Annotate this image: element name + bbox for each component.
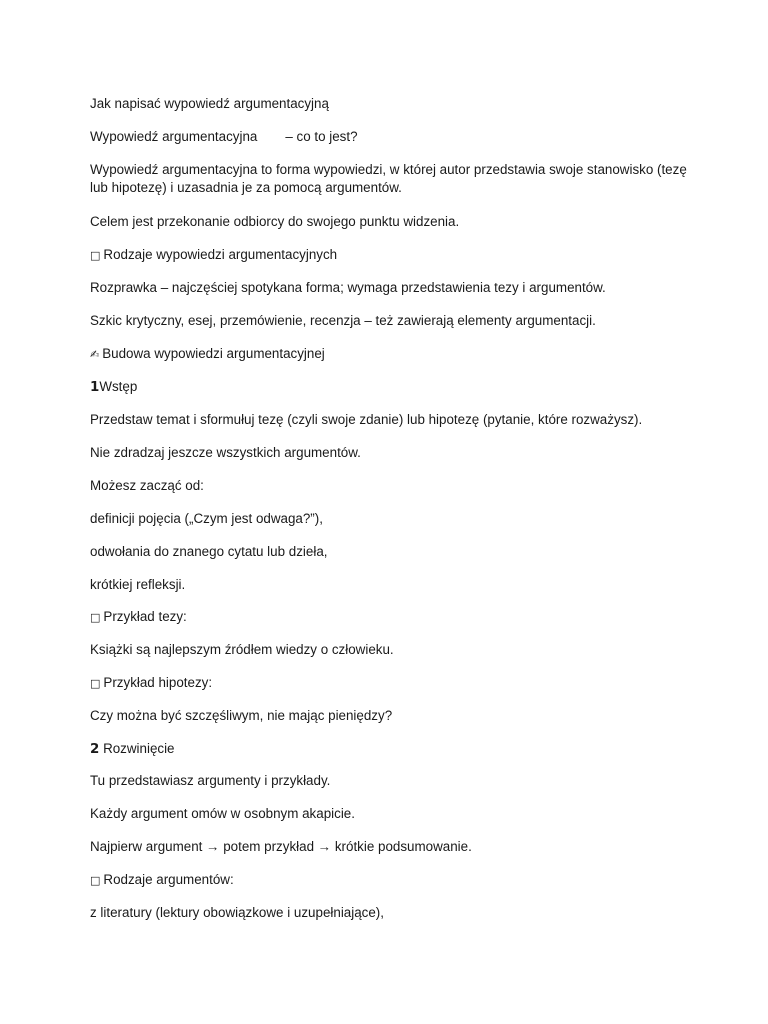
missing-glyph-icon: □ (90, 874, 101, 887)
intro-heading (90, 378, 137, 396)
argument-types-label-text: Rodzaje argumentów: (103, 872, 234, 887)
section-heading-what-is-it (90, 128, 358, 145)
intro-option-1: definicji pojęcia („Czym jest odwaga?”), (90, 511, 323, 526)
intro-paragraph-3: Możesz zacząć od: (90, 478, 204, 493)
heading-left-text: Wypowiedź argumentacyjna (90, 129, 258, 144)
heading-right-text: – co to jest? (285, 129, 358, 144)
thesis-example-label (90, 608, 187, 626)
structure-heading (90, 345, 325, 363)
intro-option-2: odwołania do znanego cytatu lub dzieła, (90, 544, 328, 559)
missing-glyph-icon: □ (90, 611, 101, 624)
missing-glyph-icon: □ (90, 249, 101, 262)
missing-glyph-icon: □ (90, 677, 101, 690)
hypothesis-example: Czy można być szczęśliwym, nie mając pieniędzy? (90, 708, 393, 723)
hypothesis-example-label-text: Przykład hipotezy: (103, 675, 213, 690)
body-paragraph-3: Najpierw argument → potem przykład → krótkie podsumowanie. (90, 839, 472, 854)
type-rozprawka: Rozprawka – najczęściej spotykana forma; wymaga przedstawienia tezy i argumentów. (90, 280, 606, 295)
number-one-icon: 1 (90, 380, 100, 395)
thesis-example: Książki są najlepszym źródłem wiedzy o człowieku. (90, 642, 394, 657)
intro-option-3: krótkiej refleksji. (90, 577, 186, 592)
definition-line-2: lub hipotezę) i uzasadnia je za pomocą argumentów. (90, 180, 402, 195)
intro-heading-text: Wstęp (99, 379, 138, 394)
body-heading-text: Rozwinięcie (103, 741, 175, 756)
thesis-example-label-text: Przykład tezy: (103, 609, 187, 624)
goal-paragraph: Celem jest przekonanie odbiorcy do swojego punktu widzenia. (90, 214, 460, 229)
intro-paragraph-2: Nie zdradzaj jeszcze wszystkich argumentów. (90, 445, 361, 460)
writing-hand-icon: ✍ (90, 348, 100, 361)
body-heading (90, 740, 175, 758)
number-two-icon: 2 (90, 742, 100, 757)
type-others: Szkic krytyczny, esej, przemówienie, recenzja – też zawierają elementy argumentacji. (90, 313, 596, 328)
definition-line-1: Wypowiedź argumentacyjna to forma wypowiedzi, w której autor przedstawia swoje stanowisko (tezę (90, 162, 687, 177)
types-heading-text: Rodzaje wypowiedzi argumentacyjnych (103, 247, 338, 262)
types-heading (90, 246, 337, 264)
body-paragraph-1: Tu przedstawiasz argumenty i przykłady. (90, 773, 331, 788)
argument-type-1: z literatury (lektury obowiązkowe i uzupełniające), (90, 905, 384, 920)
document-title: Jak napisać wypowiedź argumentacyjną (90, 96, 329, 111)
argument-types-label (90, 871, 234, 889)
hypothesis-example-label (90, 674, 212, 692)
body-paragraph-2: Każdy argument omów w osobnym akapicie. (90, 806, 355, 821)
intro-paragraph-1: Przedstaw temat i sformułuj tezę (czyli swoje zdanie) lub hipotezę (pytanie, które rozważysz). (90, 412, 643, 427)
structure-heading-text: Budowa wypowiedzi argumentacyjnej (102, 346, 325, 361)
